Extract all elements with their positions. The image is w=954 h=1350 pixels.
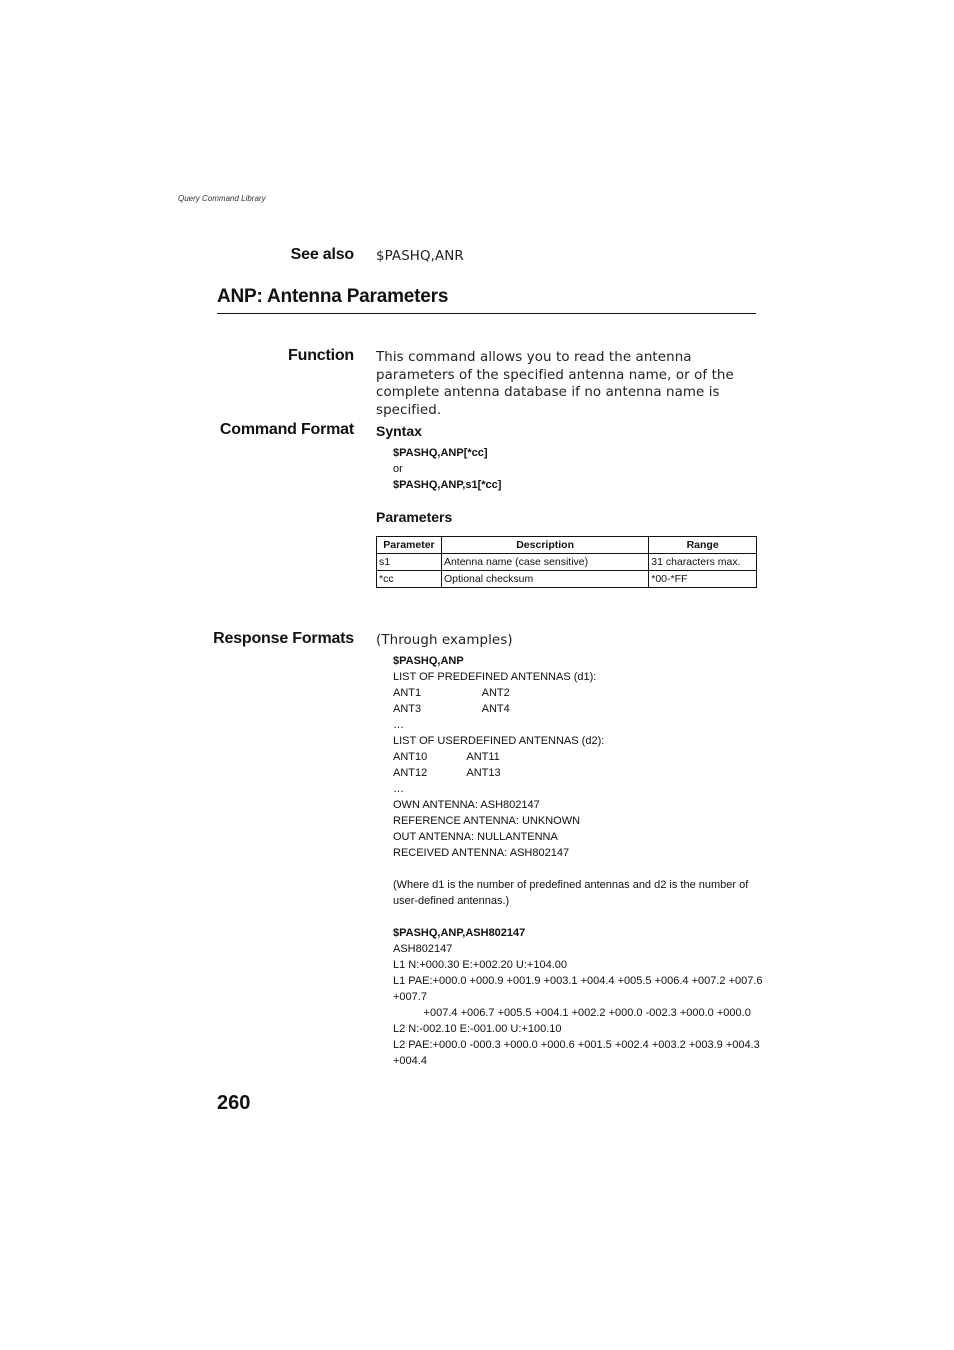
example-2-command: $PASHQ,ANP,ASH802147 — [393, 927, 526, 939]
response-line: +007.4 +006.7 +005.5 +004.1 +002.2 +000.0 -002.3 +000.0 +000.0 — [393, 1007, 751, 1019]
response-line: LIST OF PREDEFINED ANTENNAS (d1): — [393, 671, 597, 683]
response-line: … — [393, 719, 404, 731]
see-also-value: $PASHQ,ANR — [376, 249, 464, 264]
table-header-row — [377, 537, 757, 554]
parameters-table — [376, 536, 757, 588]
response-line: L1 N:+000.30 E:+002.20 U:+104.00 — [393, 959, 568, 971]
syntax-line-2: $PASHQ,ANP,s1[*cc] — [393, 479, 502, 491]
parameters-heading: Parameters — [376, 509, 453, 525]
response-note: (Where d1 is the number of predefined antennas and d2 is the number of user-defined antennas.) — [393, 879, 749, 907]
response-line: ANT12 ANT13 — [393, 767, 501, 779]
response-formats-label: Response Formats — [213, 630, 354, 647]
response-line: ANT1 ANT2 — [393, 687, 510, 699]
response-line: OUT ANTENNA: NULLANTENNA — [393, 831, 558, 843]
response-line: ANT3 ANT4 — [393, 703, 510, 715]
table-row — [377, 571, 757, 588]
syntax-line-1: $PASHQ,ANP[*cc] — [393, 447, 488, 459]
response-line: +007.7 — [393, 991, 427, 1003]
table-cell: Antenna name (case sensitive) — [441, 554, 648, 571]
function-label: Function — [288, 347, 354, 364]
column-header-range: Range — [649, 537, 757, 554]
table-cell: s1 — [377, 554, 442, 571]
response-line: LIST OF USERDEFINED ANTENNAS (d2): — [393, 735, 605, 747]
page-number: 260 — [217, 1092, 251, 1114]
command-format-label: Command Format — [219, 421, 354, 438]
response-line: OWN ANTENNA: ASH802147 — [393, 799, 540, 811]
table-row — [377, 554, 757, 571]
syntax-heading: Syntax — [376, 423, 422, 439]
syntax-or: or — [393, 463, 403, 475]
table-cell: *00-*FF — [649, 571, 757, 588]
response-line: ASH802147 — [393, 943, 453, 955]
response-examples — [393, 653, 763, 1069]
column-header-description: Description — [441, 537, 648, 554]
response-line: +004.4 — [393, 1055, 427, 1067]
table-cell: Optional checksum — [441, 571, 648, 588]
response-intro: (Through examples) — [376, 633, 513, 648]
function-text: This command allows you to read the antenna parameters of the specified antenna name, or of the complete antenna database if no antenna name is specified. — [376, 350, 734, 418]
see-also-label: See also — [290, 246, 354, 263]
response-line: L2 N:-002.10 E:-001.00 U:+100.10 — [393, 1023, 562, 1035]
table-cell: *cc — [377, 571, 442, 588]
column-header-parameter: Parameter — [377, 537, 442, 554]
section-rule — [217, 313, 756, 314]
response-line: … — [393, 783, 404, 795]
response-line: REFERENCE ANTENNA: UNKNOWN — [393, 815, 581, 827]
section-title: ANP: Antenna Parameters — [217, 286, 449, 307]
response-line: L2 PAE:+000.0 -000.3 +000.0 +000.6 +001.5 +002.4 +003.2 +003.9 +004.3 — [393, 1039, 760, 1051]
response-line: L1 PAE:+000.0 +000.9 +001.9 +003.1 +004.4 +005.5 +006.4 +007.2 +007.6 — [393, 975, 763, 987]
response-line: ANT10 ANT11 — [393, 751, 500, 763]
running-header: Query Command Library — [178, 194, 266, 203]
table-cell: 31 characters max. — [649, 554, 757, 571]
example-1-command: $PASHQ,ANP — [393, 655, 464, 667]
response-line: RECEIVED ANTENNA: ASH802147 — [393, 847, 570, 859]
